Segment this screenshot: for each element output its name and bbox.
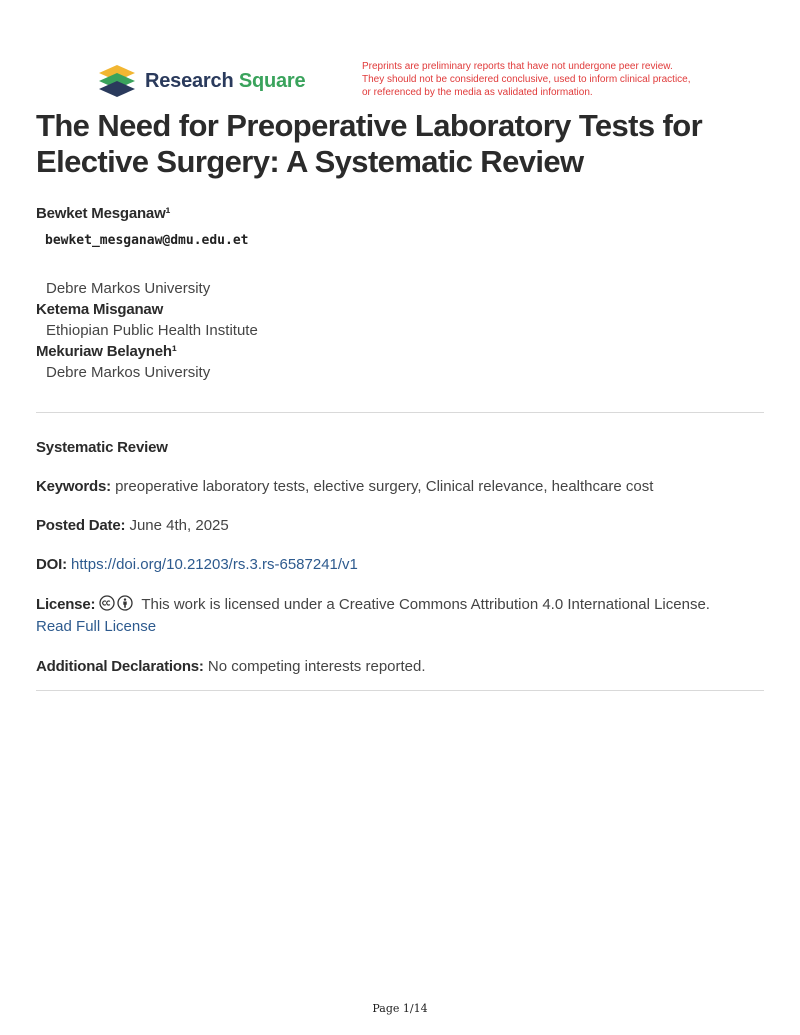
preprint-disclaimer — [362, 60, 732, 99]
logo-text — [145, 70, 305, 93]
license-icons — [99, 595, 135, 611]
author-affiliation: Debre Markos University — [46, 364, 211, 381]
author-name: Mekuriaw Belayneh¹ — [36, 343, 177, 360]
license-label: License: — [36, 596, 96, 613]
keywords-label: Keywords: — [36, 478, 111, 495]
page-number: Page 1/14 — [372, 1002, 428, 1015]
disclaimer-line: They should not be considered conclusive, used to inform clinical practice, — [362, 74, 691, 85]
author-email[interactable]: bewket_mesganaw@dmu.edu.et — [45, 233, 249, 248]
declarations-label: Additional Declarations: — [36, 658, 204, 675]
research-square-logo[interactable] — [97, 64, 305, 98]
doi-label: DOI: — [36, 556, 67, 573]
cc-icon — [99, 595, 115, 611]
page-header — [0, 58, 800, 102]
paper-title: The Need for Preoperative Laboratory Tests for Elective Surgery: A Systematic Review — [36, 108, 703, 179]
disclaimer-line: Preprints are preliminary reports that have not undergone peer review. — [362, 61, 673, 72]
declarations-value: No competing interests reported. — [207, 658, 426, 675]
logo-word-research: Research — [145, 69, 234, 92]
posted-date-label: Posted Date: — [36, 517, 126, 534]
disclaimer-line: or referenced by the media as validated information. — [362, 87, 593, 98]
keywords-value: preoperative laboratory tests, elective surgery, Clinical relevance, healthcare cost — [115, 478, 654, 495]
doi-link[interactable]: https://doi.org/10.21203/rs.3.rs-6587241/v1 — [71, 556, 358, 573]
keywords-row — [36, 476, 766, 498]
posted-date-row — [36, 515, 766, 537]
section-divider — [36, 412, 764, 413]
author-affiliation: Debre Markos University — [46, 280, 211, 297]
author-list — [36, 204, 756, 384]
author-name: Bewket Mesganaw¹ — [36, 205, 171, 222]
research-square-logo-icon — [97, 64, 137, 98]
author-name: Ketema Misganaw — [36, 301, 164, 318]
declarations-row — [36, 656, 766, 678]
author-affiliation: Ethiopian Public Health Institute — [46, 322, 258, 339]
section-divider — [36, 690, 764, 691]
attribution-icon — [117, 595, 133, 611]
doi-row — [36, 554, 766, 576]
posted-date-value: June 4th, 2025 — [129, 517, 229, 534]
license-text: This work is licensed under a Creative Commons Attribution 4.0 International License. — [141, 596, 710, 613]
article-type — [36, 437, 766, 459]
article-type-label: Systematic Review — [36, 439, 168, 456]
license-row — [36, 594, 766, 638]
read-full-license-link[interactable]: Read Full License — [36, 618, 157, 635]
logo-word-square: Square — [238, 69, 306, 92]
